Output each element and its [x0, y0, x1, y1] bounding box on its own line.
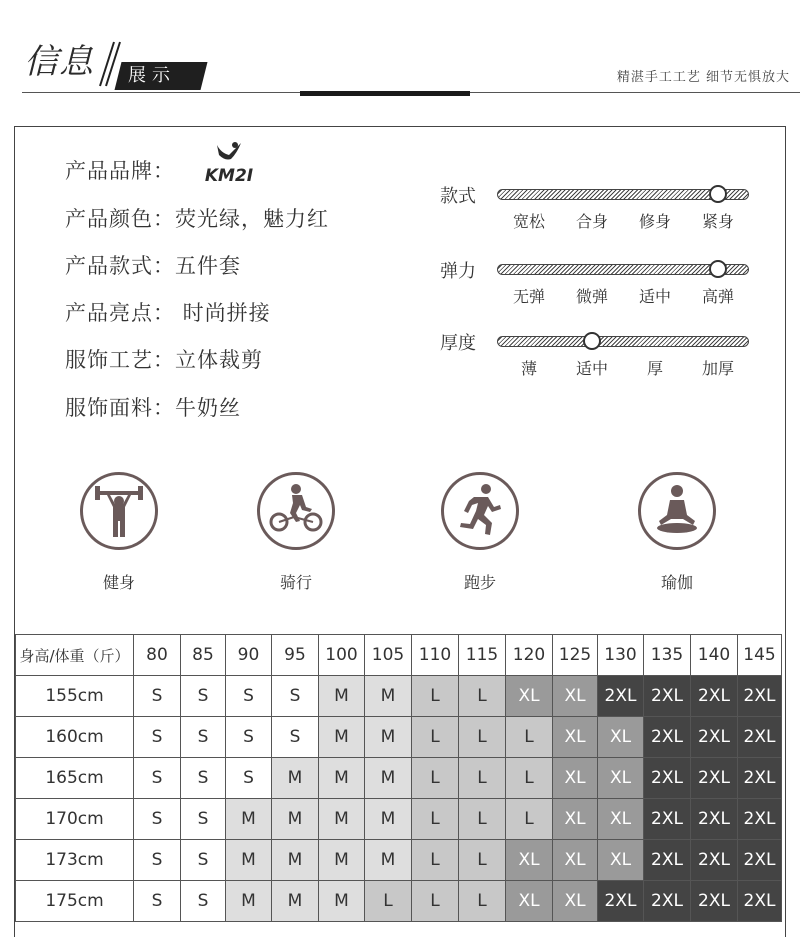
size-cell: L [412, 881, 459, 922]
scale-option: 加厚 [701, 359, 734, 378]
size-cell: XL [598, 799, 644, 840]
size-cell: XL [598, 717, 644, 758]
size-cell: 2XL [691, 799, 738, 840]
weight-header: 135 [644, 635, 691, 676]
tagline: 精湛手工工艺 细节无惧放大 [616, 70, 790, 85]
size-cell: S [181, 840, 226, 881]
brand-logo-text: KM2I [204, 166, 254, 185]
size-cell: 2XL [644, 717, 691, 758]
size-cell: M [365, 676, 412, 717]
yoga-icon [638, 472, 716, 550]
size-cell: M [272, 758, 319, 799]
brand-logo [191, 139, 267, 185]
size-cell: XL [553, 799, 598, 840]
size-cell: L [412, 717, 459, 758]
section-badge: 展示 [128, 65, 176, 86]
scale-option: 宽松 [512, 212, 545, 231]
info-value: 五件套 [175, 254, 241, 278]
size-cell: XL [506, 676, 553, 717]
weight-header: 90 [226, 635, 272, 676]
size-cell: M [272, 840, 319, 881]
activity-label: 跑步 [463, 573, 496, 592]
scale-option: 无弹 [512, 287, 545, 306]
scale-name: 厚度 [440, 333, 476, 354]
size-cell: S [272, 717, 319, 758]
size-cell: S [134, 758, 181, 799]
table-row [16, 881, 782, 922]
info-label: 产品颜色： [65, 207, 175, 231]
scale-option: 适中 [638, 287, 671, 306]
scale-option: 厚 [646, 359, 663, 378]
weight-header: 115 [459, 635, 506, 676]
scale-option: 修身 [638, 212, 671, 231]
weight-header: 120 [506, 635, 553, 676]
size-cell: L [459, 840, 506, 881]
scale-knob[interactable] [709, 185, 727, 203]
size-cell: S [181, 881, 226, 922]
size-cell: M [319, 881, 365, 922]
size-cell: S [226, 758, 272, 799]
size-cell: 2XL [691, 676, 738, 717]
size-cell: 2XL [598, 881, 644, 922]
table-row [16, 758, 782, 799]
size-cell: M [272, 799, 319, 840]
size-cell: M [319, 717, 365, 758]
size-cell: L [412, 758, 459, 799]
height-header: 155cm [16, 676, 134, 717]
size-cell: XL [553, 758, 598, 799]
info-label: 产品品牌： [65, 159, 175, 183]
size-cell: 2XL [691, 758, 738, 799]
size-cell: 2XL [738, 676, 782, 717]
scale-track[interactable] [497, 336, 749, 347]
size-cell: 2XL [691, 881, 738, 922]
scale-option: 紧身 [701, 212, 734, 231]
info-value: 牛奶丝 [175, 396, 241, 420]
size-cell: L [412, 676, 459, 717]
weight-header: 85 [181, 635, 226, 676]
size-cell: M [272, 881, 319, 922]
size-cell: XL [506, 881, 553, 922]
size-cell: S [134, 799, 181, 840]
size-cell: M [319, 799, 365, 840]
section-title: 信息 [24, 42, 94, 82]
info-row-fabric [65, 392, 241, 422]
activity-label: 健身 [102, 573, 135, 592]
size-cell: M [365, 717, 412, 758]
size-cell: S [134, 840, 181, 881]
weight-header: 95 [272, 635, 319, 676]
size-cell: 2XL [644, 840, 691, 881]
size-cell: L [459, 676, 506, 717]
size-cell: S [181, 799, 226, 840]
info-row-color [65, 203, 329, 233]
size-cell: XL [553, 881, 598, 922]
info-row-brand [65, 155, 175, 185]
activity-label: 瑜伽 [660, 573, 693, 592]
size-cell: 2XL [738, 840, 782, 881]
size-cell: XL [598, 840, 644, 881]
weight-header: 140 [691, 635, 738, 676]
section-header [0, 0, 800, 110]
size-cell: M [226, 881, 272, 922]
height-header: 160cm [16, 717, 134, 758]
size-cell: 2XL [738, 717, 782, 758]
table-header-row [16, 635, 782, 676]
scale-name: 款式 [440, 186, 476, 207]
activity-label: 骑行 [279, 573, 312, 592]
info-value: 荧光绿，魅力红 [175, 207, 329, 231]
size-cell: S [226, 717, 272, 758]
info-label: 产品亮点： [65, 301, 175, 325]
info-value: 立体裁剪 [175, 348, 263, 372]
size-cell: M [319, 758, 365, 799]
scale-option: 适中 [575, 359, 608, 378]
size-cell: M [319, 840, 365, 881]
size-cell: 2XL [738, 799, 782, 840]
size-cell: M [226, 799, 272, 840]
header-accent-bar [300, 91, 470, 96]
size-cell: L [459, 881, 506, 922]
size-cell: L [412, 799, 459, 840]
scale-option: 薄 [520, 359, 537, 378]
scale-knob[interactable] [709, 260, 727, 278]
size-cell: L [412, 840, 459, 881]
table-row [16, 799, 782, 840]
scale-knob[interactable] [583, 332, 601, 350]
size-cell: 2XL [644, 676, 691, 717]
scale-option: 微弹 [575, 287, 608, 306]
info-panel [14, 126, 786, 937]
size-cell: S [134, 881, 181, 922]
weight-header: 80 [134, 635, 181, 676]
size-cell: 2XL [644, 799, 691, 840]
height-header: 165cm [16, 758, 134, 799]
height-header: 170cm [16, 799, 134, 840]
info-value: 时尚拼接 [175, 301, 271, 325]
size-chart-table [15, 634, 782, 922]
size-cell: 2XL [691, 717, 738, 758]
size-cell: M [365, 758, 412, 799]
size-cell: S [181, 758, 226, 799]
info-label: 服饰面料： [65, 396, 175, 420]
size-cell: M [365, 799, 412, 840]
size-cell: M [319, 676, 365, 717]
info-row-style [65, 250, 241, 280]
table-row [16, 717, 782, 758]
height-header: 175cm [16, 881, 134, 922]
size-cell: S [134, 717, 181, 758]
size-cell: 2XL [598, 676, 644, 717]
size-cell: M [365, 840, 412, 881]
weight-header: 105 [365, 635, 412, 676]
weight-header: 110 [412, 635, 459, 676]
size-cell: 2XL [738, 758, 782, 799]
size-cell: 2XL [644, 758, 691, 799]
size-cell: S [181, 717, 226, 758]
info-row-highlight [65, 297, 271, 327]
weight-header: 125 [553, 635, 598, 676]
size-cell: 2XL [644, 881, 691, 922]
size-cell: S [134, 676, 181, 717]
size-cell: S [226, 676, 272, 717]
size-cell: L [506, 758, 553, 799]
table-row [16, 840, 782, 881]
table-row [16, 676, 782, 717]
scale-option: 合身 [575, 212, 608, 231]
info-label: 服饰工艺： [65, 348, 175, 372]
size-cell: L [459, 799, 506, 840]
size-cell: S [272, 676, 319, 717]
cycling-icon [257, 472, 335, 550]
size-cell: XL [553, 717, 598, 758]
info-row-craft [65, 344, 263, 374]
size-cell: XL [506, 840, 553, 881]
size-cell: L [459, 758, 506, 799]
size-cell: XL [553, 676, 598, 717]
size-cell: L [506, 799, 553, 840]
weight-header: 130 [598, 635, 644, 676]
size-cell: L [506, 717, 553, 758]
size-cell: S [181, 676, 226, 717]
size-cell: XL [598, 758, 644, 799]
size-cell: M [226, 840, 272, 881]
weightlifting-icon [80, 472, 158, 550]
weight-header: 100 [319, 635, 365, 676]
size-cell: L [459, 717, 506, 758]
running-icon [441, 472, 519, 550]
scale-name: 弹力 [440, 261, 476, 282]
size-cell: 2XL [691, 840, 738, 881]
height-header: 173cm [16, 840, 134, 881]
size-cell: XL [553, 840, 598, 881]
info-label: 产品款式： [65, 254, 175, 278]
size-cell: 2XL [738, 881, 782, 922]
size-cell: L [365, 881, 412, 922]
scale-option: 高弹 [701, 287, 734, 306]
weight-header: 145 [738, 635, 782, 676]
table-corner-header: 身高/体重（斤） [16, 635, 134, 676]
